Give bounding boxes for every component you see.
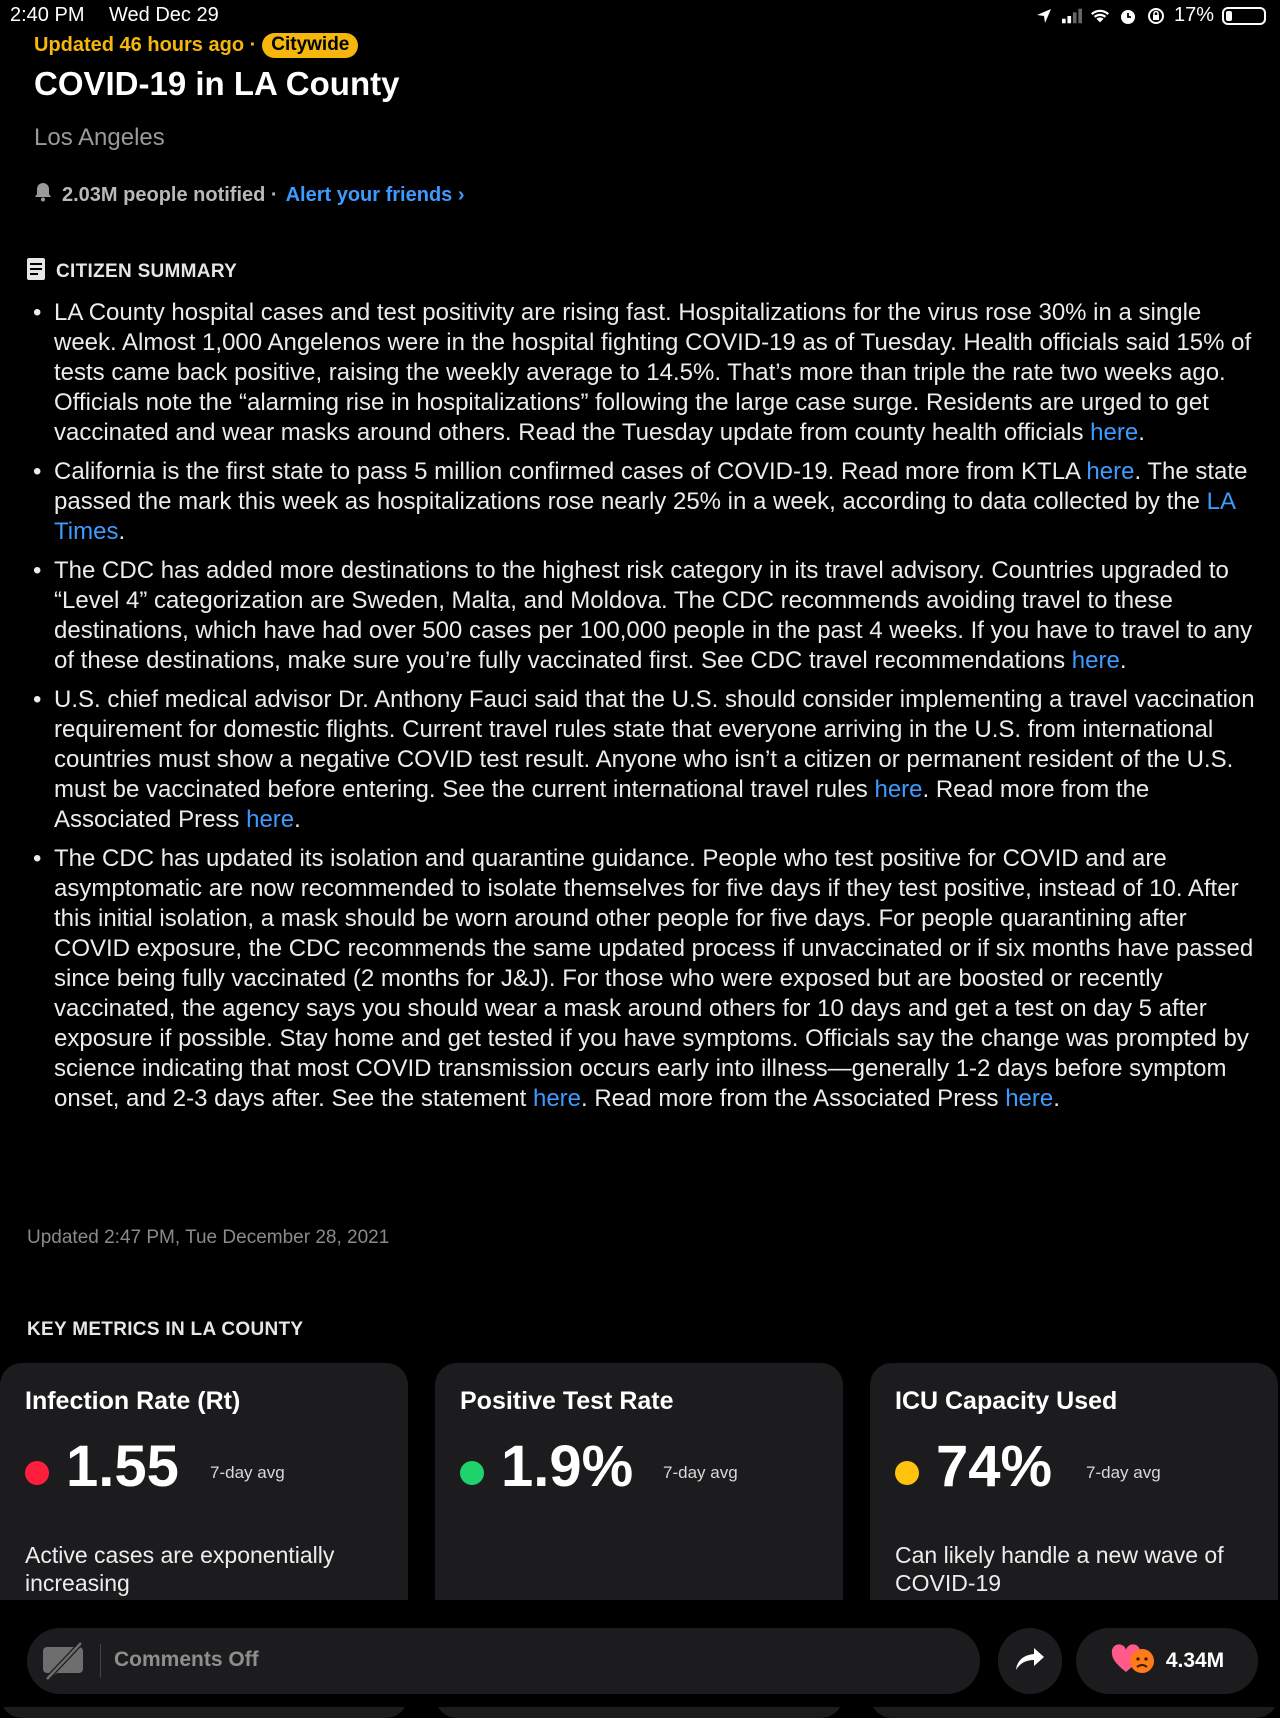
summary-text: U.S. chief medical advisor Dr. Anthony Fauci said that the U.S. should consider implementing a travel vaccination requirement for domestic flights. Current travel rules state that everyone arriving in the U.S. from international countries must show a negative COVID test result. Anyone who isn’t a citizen or permanent resident of the U.S. must be vaccinated before entering. See the current international travel rules [54, 686, 1255, 803]
metric-description: Can likely handle a new wave of COVID-19 [895, 1542, 1224, 1596]
status-dot-icon [25, 1461, 49, 1485]
cellular-signal-icon [1062, 6, 1082, 26]
summary-heading-text: CITIZEN SUMMARY [56, 261, 238, 282]
location-arrow-icon [1034, 6, 1054, 26]
bell-icon [32, 181, 54, 209]
location-label: Los Angeles [34, 124, 165, 151]
summary-link[interactable]: here [246, 806, 295, 833]
summary-text: . [1138, 419, 1145, 446]
summary-heading [26, 257, 237, 287]
scope-badge: Citywide [262, 33, 358, 58]
summary-text: California is the first state to pass 5 million confirmed cases of COVID-19. Read more from KTLA [54, 458, 1087, 485]
notified-count: 2.03M people notified · [62, 183, 278, 206]
comments-divider [100, 1644, 101, 1678]
summary-item [30, 298, 1260, 448]
summary-text: . [118, 518, 126, 545]
battery-percent: 17% [1173, 4, 1214, 26]
summary-text: The CDC has added more destinations to the highest risk category in its travel advisory. Countries upgraded to “Level 4” categorization are Sweden, Malta, and Moldova. The CDC recommends avoiding travel to these destinations, which have had over 500 cases per 100,000 people in the past 4 weeks. If you have to travel to any of these destinations, make sure you’re fully vaccinated first. See CDC travel recommendations [54, 557, 1253, 674]
reactions-count: 4.34M [1165, 1649, 1225, 1672]
summary-list [30, 298, 1260, 1123]
share-arrow-icon [1014, 1646, 1046, 1677]
alarm-icon [1118, 6, 1138, 26]
status-dot-icon [460, 1461, 484, 1485]
updated-line [34, 33, 358, 58]
status-bar [0, 0, 1280, 32]
metric-value: 1.55 [66, 1434, 179, 1499]
battery-icon [1222, 7, 1266, 25]
share-button[interactable] [998, 1628, 1062, 1694]
reactions-button[interactable] [1076, 1628, 1258, 1694]
summary-link[interactable]: here [1086, 458, 1135, 485]
metric-avg-label: 7-day avg [210, 1463, 285, 1482]
status-icons [1034, 4, 1266, 27]
summary-text: . [1053, 1085, 1060, 1112]
rotation-lock-icon [1146, 6, 1166, 26]
summary-link[interactable]: here [1090, 419, 1139, 446]
summary-item [30, 685, 1260, 835]
summary-text: . [1119, 647, 1127, 674]
summary-text: . Read more from the Associated Press [581, 1085, 1006, 1112]
summary-text: . Read more from the Associated Press [54, 776, 1150, 833]
summary-item [30, 844, 1260, 1114]
metrics-heading: KEY METRICS IN LA COUNTY [27, 1319, 304, 1340]
status-time: 2:40 PM [10, 4, 85, 26]
metric-value: 1.9% [501, 1434, 634, 1499]
summary-text: . The state passed the mark this week as hospitalizations rose nearly 25% in a week, according to data collected by the [54, 458, 1248, 515]
status-date: Wed Dec 29 [109, 4, 219, 26]
metric-value: 74% [936, 1434, 1053, 1499]
summary-text: The CDC has updated its isolation and quarantine guidance. People who test positive for COVID and are asymptomatic are now recommended to isolate themselves for five days if they test positive, instead of 10. After this initial isolation, a mask should be worn around other people for five days. For people quarantining after COVID exposure, the CDC recommends the same updated process if unvaccinated or if six months have passed since being fully vaccinated (2 months for J&J). For those who were exposed but are boosted or recently vaccinated, the agency says you should wear a mask around others for 10 days and get a test on day 5 after exposure if possible. Stay home and get tested if you have symptoms. Officials say the change was prompted by science indicating that most COVID transmission occurs early into illness—generally 1-2 days before symptom onset, and 2-3 days after. See the statement [54, 845, 1254, 1112]
metric-description: Active cases are exponentially increasing [25, 1542, 335, 1596]
wifi-icon [1090, 6, 1110, 26]
summary-link[interactable]: here [532, 1085, 582, 1112]
summary-link[interactable]: here [874, 776, 923, 803]
document-icon [26, 257, 46, 287]
metric-avg-label: 7-day avg [1086, 1463, 1161, 1482]
comments-off-label: Comments Off [114, 1648, 259, 1671]
summary-item [30, 457, 1260, 547]
summary-text: . [294, 806, 301, 833]
bottom-bar [0, 1600, 1280, 1707]
summary-text: LA County hospital cases and test positivity are rising fast. Hospitalizations for the virus rose 30% in a single week. Almost 1,000 Angelenos were in the hospital fighting COVID-19 as of Tuesday. Health officials said 15% of tests came back positive, raising the weekly average to 14.5%. That’s more than triple the rate two weeks ago. Officials note the “alarming rise in hospitalizations” following the large case surge. Residents are urged to get vaccinated and wear masks around others. Read the Tuesday update from county health officials [54, 299, 1252, 446]
metric-title: Infection Rate (Rt) [25, 1387, 241, 1415]
page-title: COVID-19 in LA County [34, 65, 400, 102]
alert-friends-link[interactable]: Alert your friends › [285, 183, 465, 206]
metric-title: Positive Test Rate [460, 1387, 674, 1415]
comments-field[interactable] [27, 1628, 980, 1694]
status-dot-icon [895, 1461, 919, 1485]
summary-updated-time: Updated 2:47 PM, Tue December 28, 2021 [27, 1227, 390, 1248]
comments-off-icon [41, 1641, 85, 1681]
metric-title: ICU Capacity Used [895, 1387, 1118, 1415]
metric-avg-label: 7-day avg [663, 1463, 738, 1482]
summary-link[interactable]: here [1071, 647, 1120, 674]
updated-text: Updated 46 hours ago · [34, 34, 257, 56]
summary-link[interactable]: here [1005, 1085, 1054, 1112]
summary-link[interactable]: LA Times [54, 488, 1235, 545]
notified-row [32, 181, 465, 209]
reaction-emoji-icon [1110, 1642, 1156, 1681]
summary-item [30, 556, 1260, 676]
